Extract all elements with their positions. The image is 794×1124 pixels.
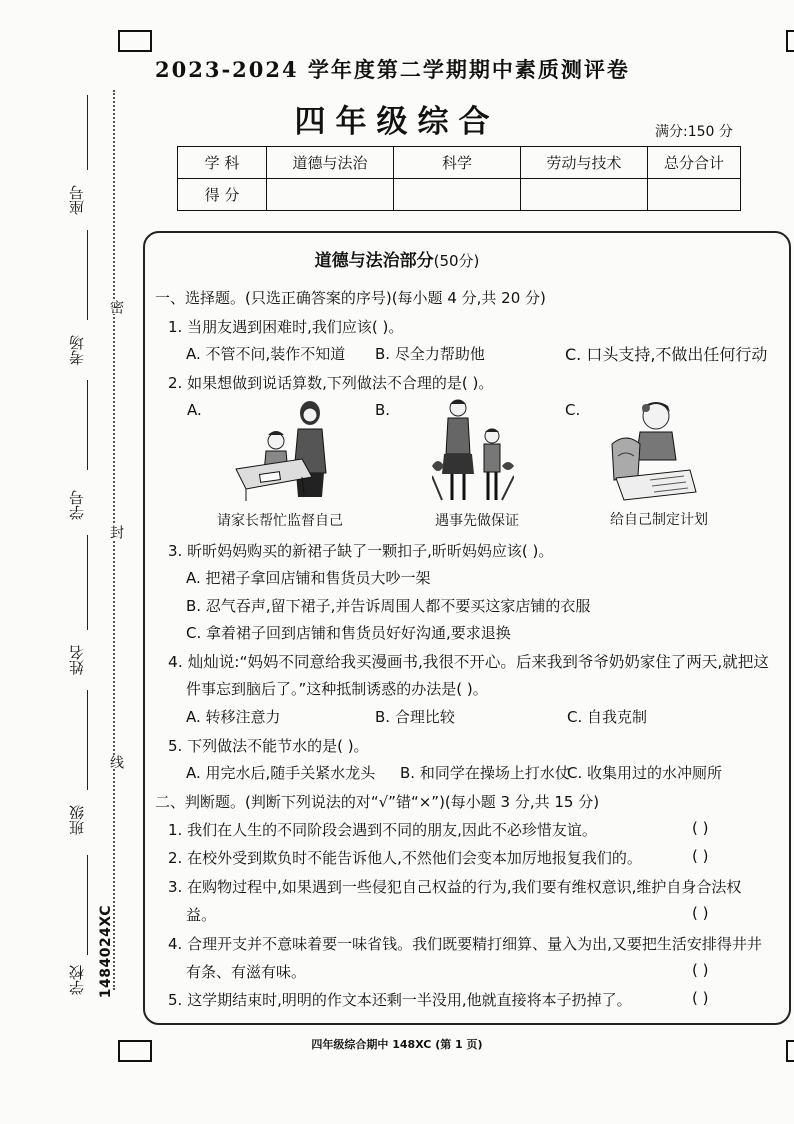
score-table-header-row xyxy=(178,147,741,179)
tf-item-1: 1. 我们在人生的不同阶段会遇到不同的朋友,因此不必珍惜友谊。 xyxy=(168,821,597,839)
corner-mark-top-left xyxy=(118,30,152,52)
seal-mark-mi: 密 xyxy=(108,300,124,314)
score-table xyxy=(177,146,741,211)
illustration-making-plan xyxy=(606,396,698,506)
q5-option-a: A. 用完水后,随手关紧水龙头 xyxy=(186,764,376,782)
tf-answer-3[interactable]: ( ) xyxy=(692,904,709,922)
q2-label-b: B. xyxy=(375,401,391,419)
tf-item-4-line1: 4. 合理开支并不意味着要一味省钱。我们既要精打细算、量入为出,又要把生活安排得井井 xyxy=(168,935,762,953)
q2-caption-a: 请家长帮忙监督自己 xyxy=(217,513,343,529)
q2-label-a: A. xyxy=(187,401,202,419)
seal-mark-feng: 封 xyxy=(108,525,124,539)
binding-dashed-line xyxy=(113,90,115,990)
section-title xyxy=(0,246,794,271)
corner-mark-top-right xyxy=(786,30,794,52)
score-input-morality[interactable] xyxy=(267,179,394,211)
label-seat-number: 座号 xyxy=(68,185,86,215)
score-input-science[interactable] xyxy=(394,179,521,211)
score-cell-morality: 道德与法治 xyxy=(267,147,394,179)
score-input-total[interactable] xyxy=(648,179,741,211)
q4-option-a: A. 转移注意力 xyxy=(186,708,281,726)
illustration-making-promise xyxy=(432,396,514,506)
tf-answer-5[interactable]: ( ) xyxy=(692,989,709,1007)
q3-stem: 3. 昕昕妈妈购买的新裙子缺了一颗扣子,昕昕妈妈应该( )。 xyxy=(168,542,554,560)
q1-option-c: C. 口头支持,不做出任何行动 xyxy=(565,345,768,364)
tf-item-3-line2: 益。 xyxy=(186,906,217,924)
q5-option-c: C. 收集用过的水冲厕所 xyxy=(567,764,723,782)
fill-line-room xyxy=(87,230,88,320)
score-cell-subject: 学 科 xyxy=(178,147,267,179)
tf-answer-2[interactable]: ( ) xyxy=(692,847,709,865)
score-cell-score-label: 得 分 xyxy=(178,179,267,211)
q1-stem: 1. 当朋友遇到困难时,我们应该( )。 xyxy=(168,318,404,336)
q5-stem: 5. 下列做法不能节水的是( )。 xyxy=(168,737,369,755)
tf-answer-1[interactable]: ( ) xyxy=(692,819,709,837)
q4-stem-line2: 件事忘到脑后了。”这种抵制诱惑的办法是( )。 xyxy=(186,680,488,698)
label-name: 姓名 xyxy=(68,645,86,675)
seal-mark-xian: 线 xyxy=(108,755,124,769)
q1-option-a: A. 不管不问,装作不知道 xyxy=(186,345,346,363)
q3-option-b: B. 忍气吞声,留下裙子,并告诉周围人都不要买这家店铺的衣服 xyxy=(186,597,591,615)
q5-option-b: B. 和同学在操场上打水仗 xyxy=(400,764,570,782)
full-score: 满分:150 分 xyxy=(655,124,733,140)
tf-answer-4[interactable]: ( ) xyxy=(692,961,709,979)
tf-item-5: 5. 这学期结束时,明明的作文本还剩一半没用,他就直接将本子扔掉了。 xyxy=(168,991,632,1009)
label-school: 学校 xyxy=(68,965,86,995)
section-title-text: 道德与法治部分 xyxy=(314,251,434,271)
tf-item-4-line2: 有条、有滋有味。 xyxy=(186,963,307,981)
q2-caption-c: 给自己制定计划 xyxy=(610,512,708,528)
q4-option-c: C. 自我克制 xyxy=(567,708,648,726)
paper-code: 1484024XC xyxy=(98,905,114,999)
score-input-labor[interactable] xyxy=(521,179,648,211)
section-points: (50分) xyxy=(433,252,480,270)
subject-title: 四年级综合 xyxy=(294,104,500,140)
fill-line-class xyxy=(87,690,88,790)
q3-option-c: C. 拿着裙子回到店铺和售货员好好沟通,要求退换 xyxy=(186,624,511,642)
label-exam-room: 考场 xyxy=(68,335,86,365)
tf-item-2: 2. 在校外受到欺负时不能告诉他人,不然他们会变本加厉地报复我们的。 xyxy=(168,849,642,867)
exam-title: 2023-2024 学年度第二学期期中素质测评卷 xyxy=(155,57,630,82)
q3-option-a: A. 把裙子拿回店铺和售货员大吵一架 xyxy=(186,569,431,587)
fill-line-school xyxy=(87,855,88,955)
label-student-number: 学号 xyxy=(68,490,86,520)
q4-option-b: B. 合理比较 xyxy=(375,708,455,726)
score-table-score-row xyxy=(178,179,741,211)
label-class: 班级 xyxy=(68,805,86,835)
score-cell-science: 科学 xyxy=(394,147,521,179)
part1-heading: 一、选择题。(只选正确答案的序号)(每小题 4 分,共 20 分) xyxy=(155,289,546,307)
fill-line-studentno xyxy=(87,380,88,470)
q2-label-c: C. xyxy=(565,401,581,419)
q1-option-b: B. 尽全力帮助他 xyxy=(375,345,485,363)
score-cell-total: 总分合计 xyxy=(648,147,741,179)
q2-stem: 2. 如果想做到说话算数,下列做法不合理的是( )。 xyxy=(168,374,494,392)
illustration-parent-supervising xyxy=(232,393,332,503)
tf-item-3-line1: 3. 在购物过程中,如果遇到一些侵犯自己权益的行为,我们要有维权意识,维护自身合法权 xyxy=(168,878,742,896)
score-cell-labor: 劳动与技术 xyxy=(521,147,648,179)
fill-line-name xyxy=(87,535,88,630)
q4-stem-line1: 4. 灿灿说:“妈妈不同意给我买漫画书,我很不开心。后来我到爷爷奶奶家住了两天,就把这 xyxy=(168,653,769,671)
part2-heading: 二、判断题。(判断下列说法的对“√”错“×”)(每小题 3 分,共 15 分) xyxy=(155,793,600,811)
q2-caption-b: 遇事先做保证 xyxy=(435,513,519,529)
page-footer: 四年级综合期中 148XC (第 1 页) xyxy=(311,1038,483,1051)
